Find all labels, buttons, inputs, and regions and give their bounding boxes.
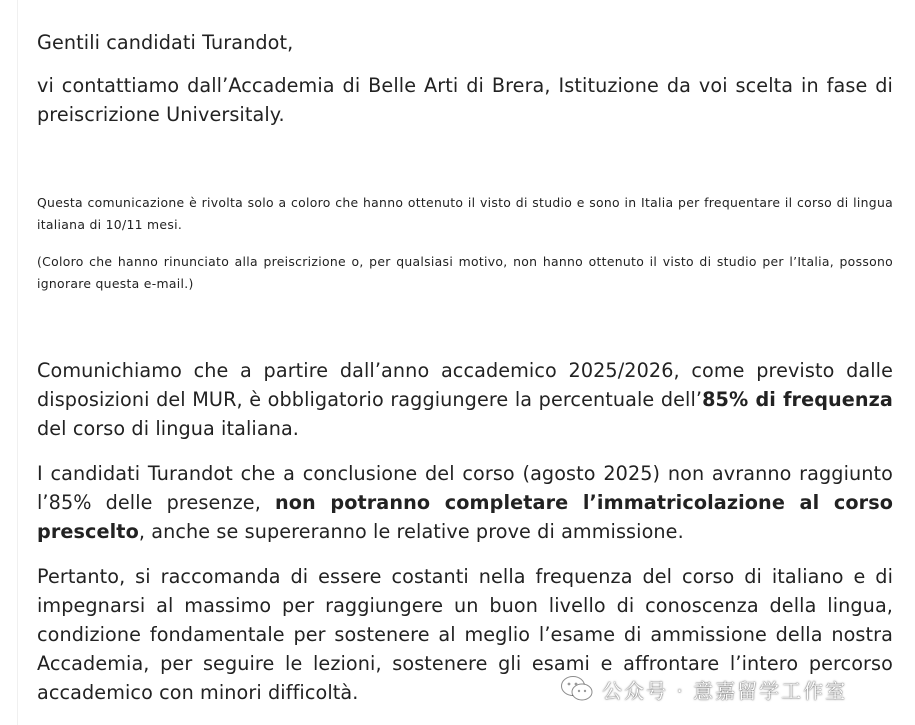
recommendation-paragraph: Pertanto, si raccomanda di essere costanti nella frequenza del corso di italiano e di impegnarsi al massimo per raggiungere un buon livello di conoscenza della lingua, condizione fondamentale per sostenere al meglio l’esame di ammissione della nostra Accademia, per seguire le lezioni, sostenere gli esami e affrontare l’intero percorso accademico con minori difficoltà. (37, 565, 893, 704)
watermark-text: 公众号 · 意嘉留学工作室 (602, 678, 848, 703)
mur-paragraph (37, 356, 893, 443)
email-body (37, 28, 893, 707)
mur-text-after: del corso di lingua italiana. (37, 417, 300, 440)
turandot-bold: non potranno completare l’immatricolazione al corso prescelto (37, 491, 894, 543)
turandot-paragraph (37, 459, 893, 546)
watermark (560, 672, 847, 706)
mur-bold: 85% di frequenza (702, 388, 893, 411)
turandot-text-after: , anche se supereranno le relative prove di ammissione. (138, 520, 684, 543)
ignore-note: (Coloro che hanno rinunciato alla preiscrizione o, per qualsiasi motivo, non hanno ottenuto il visto di studio per l’Italia, possono ignorare questa e-mail.) (37, 254, 893, 291)
greeting: Gentili candidati Turandot, (37, 31, 294, 54)
mur-text-before: Comunichiamo che a partire dall’anno accademico 2025/2026, come previsto dalle disposizioni del MUR, è obbligatorio raggiungere la percentuale dell’ (37, 359, 893, 411)
page-edge (17, 0, 18, 725)
turandot-text-before: I candidati Turandot che a conclusione del corso (agosto 2025) non avranno raggiunto l’85% delle presenze, (37, 462, 893, 514)
visa-note: Questa comunicazione è rivolta solo a coloro che hanno ottenuto il visto di studio e sono in Italia per frequentare il corso di lingua italiana di 10/11 mesi. (37, 195, 893, 232)
intro-paragraph: vi contattiamo dall’Accademia di Belle Arti di Brera, Istituzione da voi scelta in fase di preiscrizione Universitaly. (37, 74, 893, 126)
wechat-icon (560, 674, 594, 704)
